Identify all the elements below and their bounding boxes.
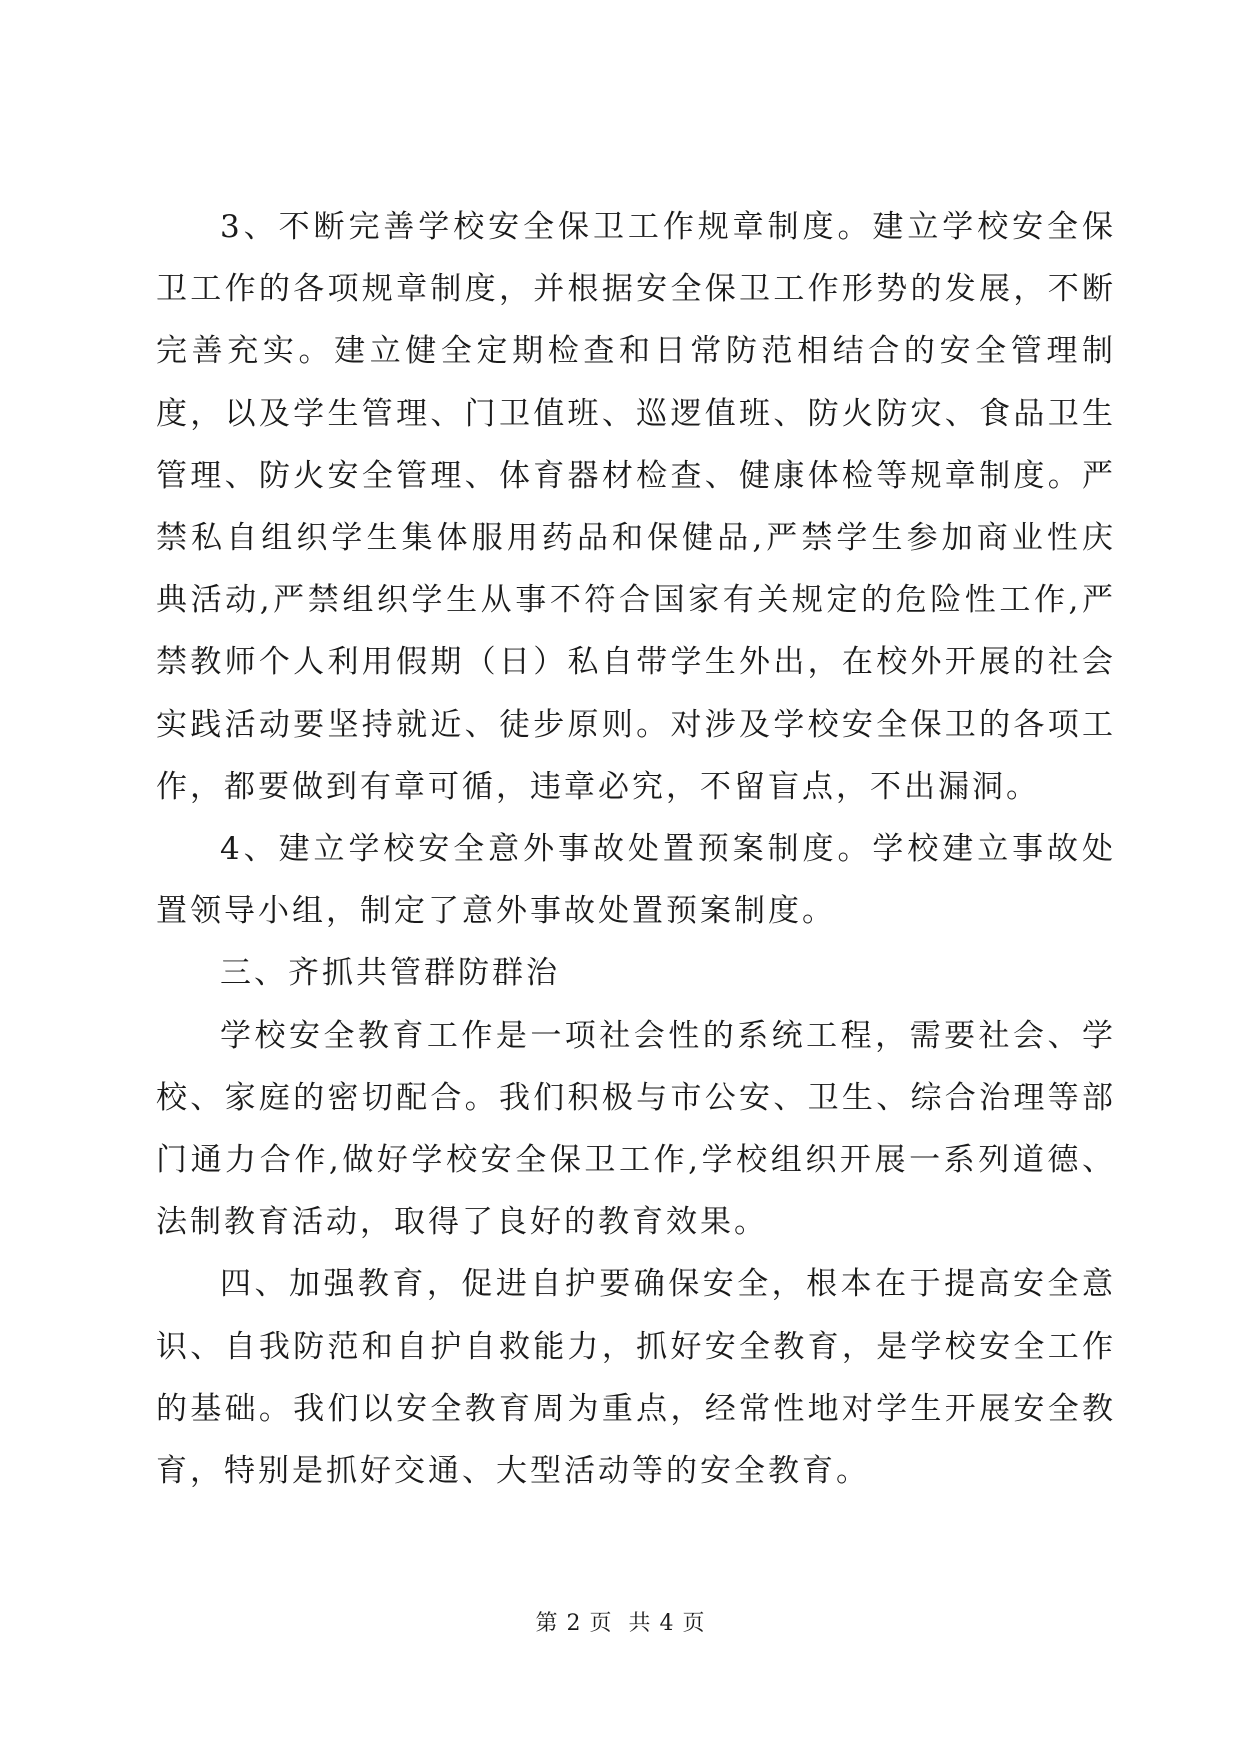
page-number: 第 2 页 — [535, 1611, 613, 1636]
page-footer — [0, 1606, 1241, 1637]
paragraph-rules: 3、不断完善学校安全保卫工作规章制度。建立学校安全保卫工作的各项规章制度，并根据安全保卫工作形势的发展，不断完善充实。建立健全定期检查和日常防范相结合的安全管理制度，以及学生管理、门卫值班、巡逻值班、防火防灾、食品卫生管理、防火安全管理、体育器材检查、健康体检等规章制度。严禁私自组织学生集体服用药品和保健品,严禁学生参加商业性庆典活动,严禁组织学生从事不符合国家有关规定的危险性工作,严禁教师个人利用假期（日）私自带学生外出，在校外开展的社会实践活动要坚持就近、徒步原则。对涉及学校安全保卫的各项工作，都要做到有章可循，违章必究，不留盲点，不出漏洞。 — [156, 209, 1116, 805]
paragraph-accident-plan: 4、建立学校安全意外事故处置预案制度。学校建立事故处置领导小组，制定了意外事故处置预案制度。 — [156, 831, 1116, 930]
section-heading-3: 三、齐抓共管群防群治 — [220, 955, 560, 992]
paragraph-education: 四、加强教育，促进自护要确保安全，根本在于提高安全意识、自我防范和自护自救能力，抓好安全教育，是学校安全工作的基础。我们以安全教育周为重点，经常性地对学生开展安全教育，特别是抓好交通、大型活动等的安全教育。 — [156, 1266, 1116, 1490]
document-body — [156, 196, 1116, 1502]
page-total: 共 4 页 — [628, 1611, 706, 1636]
paragraph-cooperation: 学校安全教育工作是一项社会性的系统工程，需要社会、学校、家庭的密切配合。我们积极与市公安、卫生、综合治理等部门通力合作,做好学校安全保卫工作,学校组织开展一系列道德、法制教育活动，取得了良好的教育效果。 — [156, 1017, 1116, 1241]
